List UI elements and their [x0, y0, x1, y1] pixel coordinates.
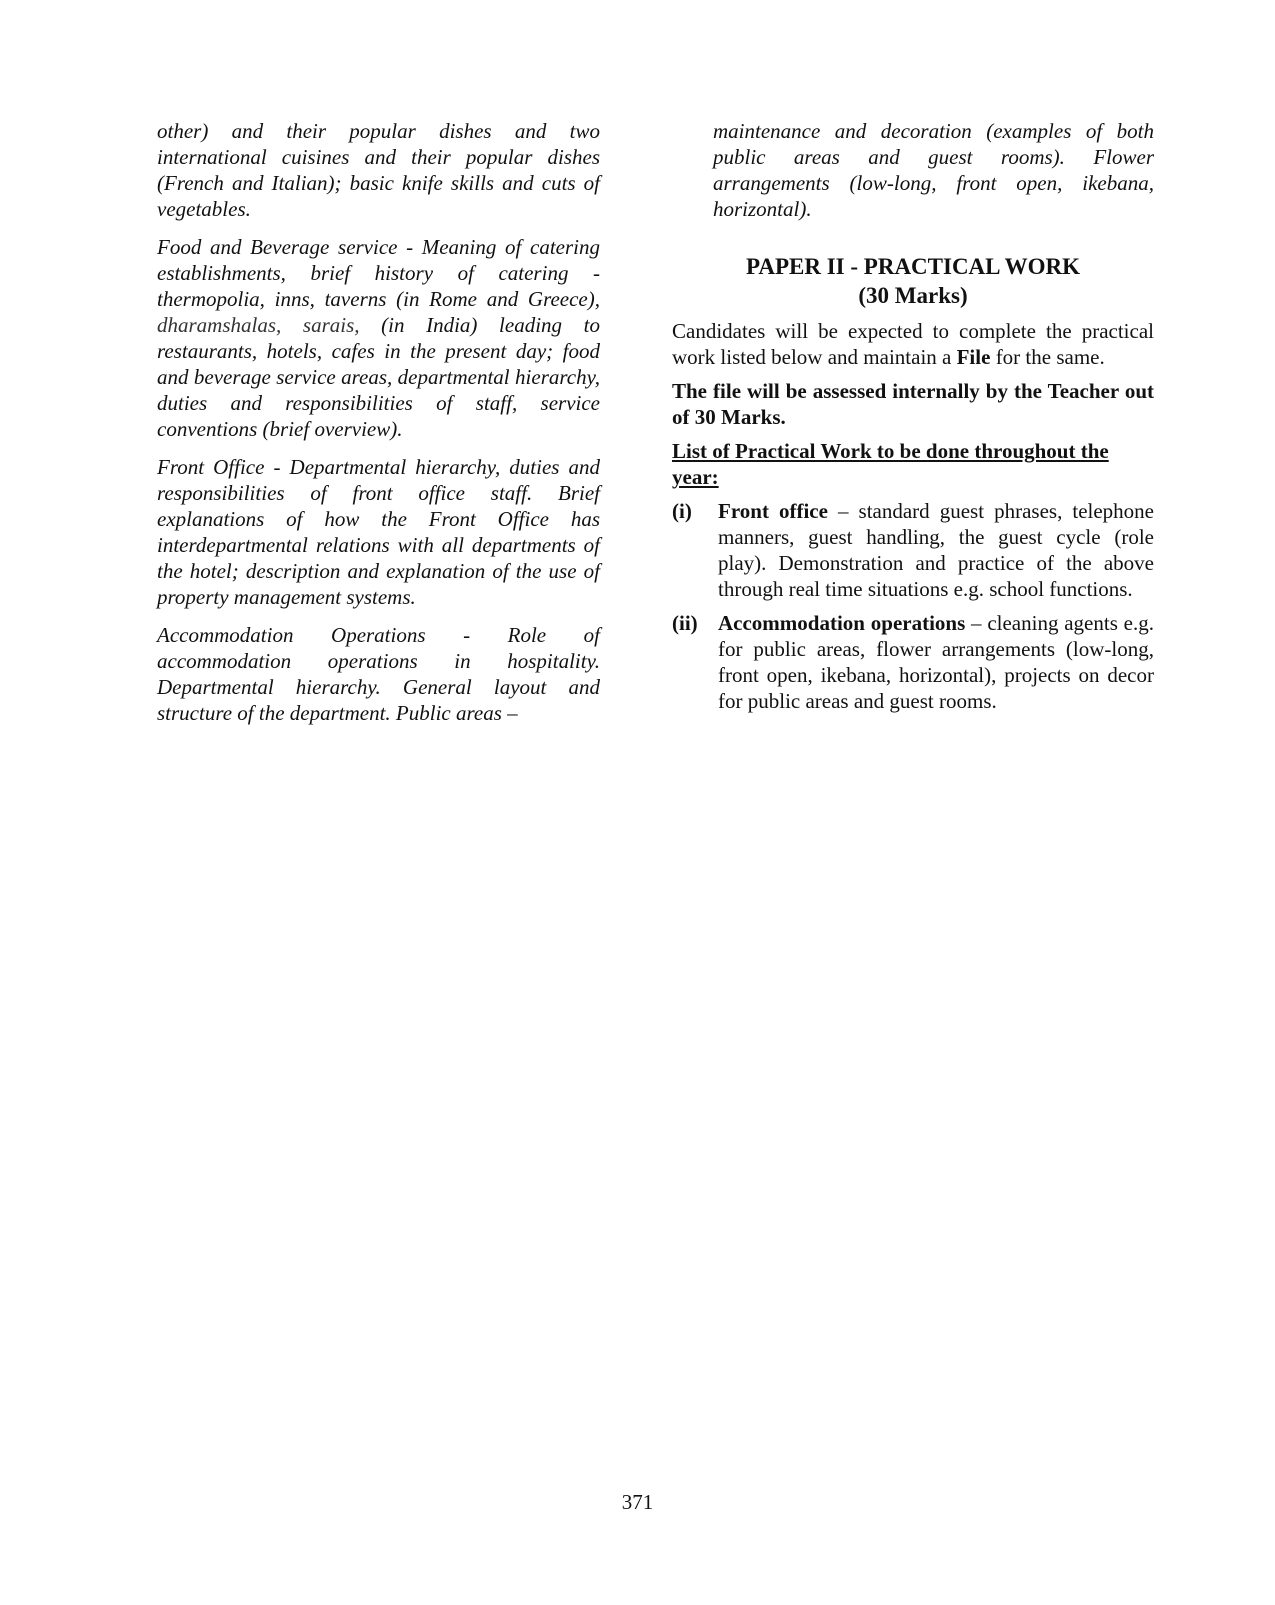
list-item	[672, 610, 1154, 714]
front-office-paragraph: Front Office - Departmental hierarchy, duties and responsibilities of front office staff. Brief explanations of how the Front Office has interdepartmental relations with all departments of the hotel; description and explanation of the use of property management systems.	[157, 455, 600, 609]
food-beverage-text-a: Food and Beverage service - Meaning of catering establishments, brief history of catering - thermopolia, inns, taverns (in Rome and Greece),	[157, 235, 600, 311]
right-column	[672, 118, 1154, 722]
intro-bold-file: File	[956, 345, 991, 369]
list-item-number: (i)	[672, 499, 692, 523]
page-number: 371	[621, 1490, 654, 1514]
left-column	[157, 118, 600, 738]
food-beverage-text-c: (in India) leading to restaurants, hotels, cafes in the present day; food and beverage service areas, departmental hierarchy, duties and responsibilities of staff, service conventions (brief overview).	[157, 313, 600, 441]
list-item-body	[718, 610, 1154, 714]
list-item-body	[718, 498, 1154, 602]
food-beverage-paragraph	[157, 234, 600, 442]
food-beverage-text-b: dharamshalas, sarais,	[157, 313, 360, 337]
list-item	[672, 498, 1154, 602]
assessment-note: The file will be assessed internally by the Teacher out of 30 Marks.	[672, 379, 1154, 429]
intro-text-a: Candidates will be expected to complete the practical work listed below and maintain a	[672, 319, 1154, 369]
list-item-title: Accommodation operations	[718, 611, 966, 635]
list-item-number: (ii)	[672, 611, 698, 635]
list-item-text: – standard guest phrases, telephone manners, guest handling, the guest cycle (role play). Demonstration and practice of the above through real time situations e.g. school functions.	[718, 499, 1154, 601]
intro-text-b: for the same.	[990, 345, 1105, 369]
section-heading-title: PAPER II - PRACTICAL WORK	[746, 254, 1080, 279]
intro-paragraph	[672, 318, 1154, 370]
accommodation-paragraph: Accommodation Operations - Role of accommodation operations in hospitality. Departmental hierarchy. General layout and structure of the department. Public areas –	[157, 623, 600, 725]
accommodation-paragraph-continuation: maintenance and decoration (examples of both public areas and guest rooms). Flower arrangements (low-long, front open, ikebana, horizontal).	[713, 119, 1154, 221]
cookery-paragraph-continuation: other) and their popular dishes and two international cuisines and their popular dishes (French and Italian); basic knife skills and cuts of vegetables.	[157, 119, 600, 221]
section-heading	[672, 252, 1154, 310]
section-heading-marks: (30 Marks)	[858, 283, 968, 308]
list-item-title: Front office	[718, 499, 828, 523]
practical-list-title: List of Practical Work to be done throughout the year:	[672, 439, 1109, 489]
list-item-text: – cleaning agents e.g. for public areas, flower arrangements (low-long, front open, ikebana, horizontal), projects on decor for public areas and guest rooms.	[718, 611, 1154, 713]
